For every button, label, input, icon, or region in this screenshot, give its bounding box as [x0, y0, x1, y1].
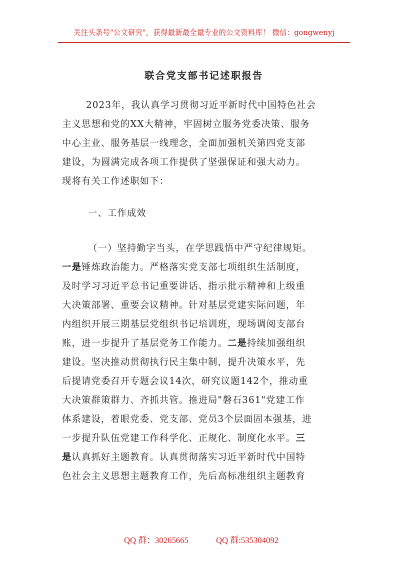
body-line-12-text-b: 持续加强组织 [247, 338, 306, 349]
body-line-16: 体系建设，着眼党委、党支部、党员3个层面固本强基，进 [62, 414, 312, 425]
document-title: 联合党支部书记述职报告 [144, 71, 264, 82]
bold-marker-3: 三 [295, 433, 306, 444]
body-line-12-text-a: 账，进一步提升了基层党务工作能力。 [62, 338, 228, 349]
promo-banner: 关注头条号"公文研究"，获得最新最全最专业的公文资料库！ 微信：gongwenyj [73, 28, 335, 37]
subsection-heading: （一）坚持勤字当头，在学思践悟中严守纪律规矩。 [88, 243, 312, 254]
body-line-18 [62, 452, 352, 464]
body-line-1: 2023年，我认真学习贯彻习近平新时代中国特色社会 [86, 100, 317, 111]
bold-marker-4: 是 [62, 452, 72, 463]
body-line-5: 现将有关工作述职如下： [62, 176, 170, 187]
header-divider [58, 42, 350, 43]
body-line-10: 大决策部署、重要会议精神。针对基层党建实际问题，年 [62, 300, 306, 311]
body-line-8-text: 锤炼政治能力。严格落实党支部七项组织生活制度， [81, 262, 306, 273]
body-line-15: 大决策群策群力、齐抓共管。推进局"磐石361"党建工作 [62, 395, 305, 406]
body-line-2: 主义思想和党的XX大精神，牢固树立服务党委决策、服务 [62, 119, 310, 130]
body-line-19: 色社会主义思想主题教育工作，先后高标准组织主题教育 [62, 471, 306, 482]
section-heading: 一、工作成效 [88, 208, 147, 219]
bold-marker-2: 二是 [227, 338, 248, 349]
body-line-17 [62, 433, 352, 445]
body-line-11: 内组织开展三期基层党组织书记培训班，现场调阅支部台 [62, 319, 306, 330]
body-line-4: 建设，为圆满完成各项工作提供了坚强保证和强大动力。 [62, 157, 306, 168]
body-line-13: 建设。坚决推动贯彻执行民主集中制，提升决策水平，先 [62, 357, 306, 368]
body-line-18-text: 认真抓好主题教育。认真贯彻落实习近平新时代中国特 [71, 452, 306, 463]
body-line-17-text: 一步提升队伍党建工作科学化、正规化、制度化水平。 [62, 433, 296, 444]
body-line-3: 中心主业、服务基层一线理念，全面加强机关第四党支部 [62, 138, 306, 149]
body-line-9: 及时学习习近平总书记重要讲话、指示批示精神和上级重 [62, 281, 306, 292]
bold-marker-1: 一是 [62, 262, 82, 273]
footer-qq-group-1: QQ 群：30265665 [124, 536, 189, 545]
body-line-14: 后提请党委召开专题会议14次，研究议题142个，推动重 [62, 376, 309, 387]
body-line-8 [62, 262, 352, 274]
body-line-12 [62, 338, 352, 350]
footer-qq-group-2: QQ 群:535304092 [216, 536, 279, 545]
